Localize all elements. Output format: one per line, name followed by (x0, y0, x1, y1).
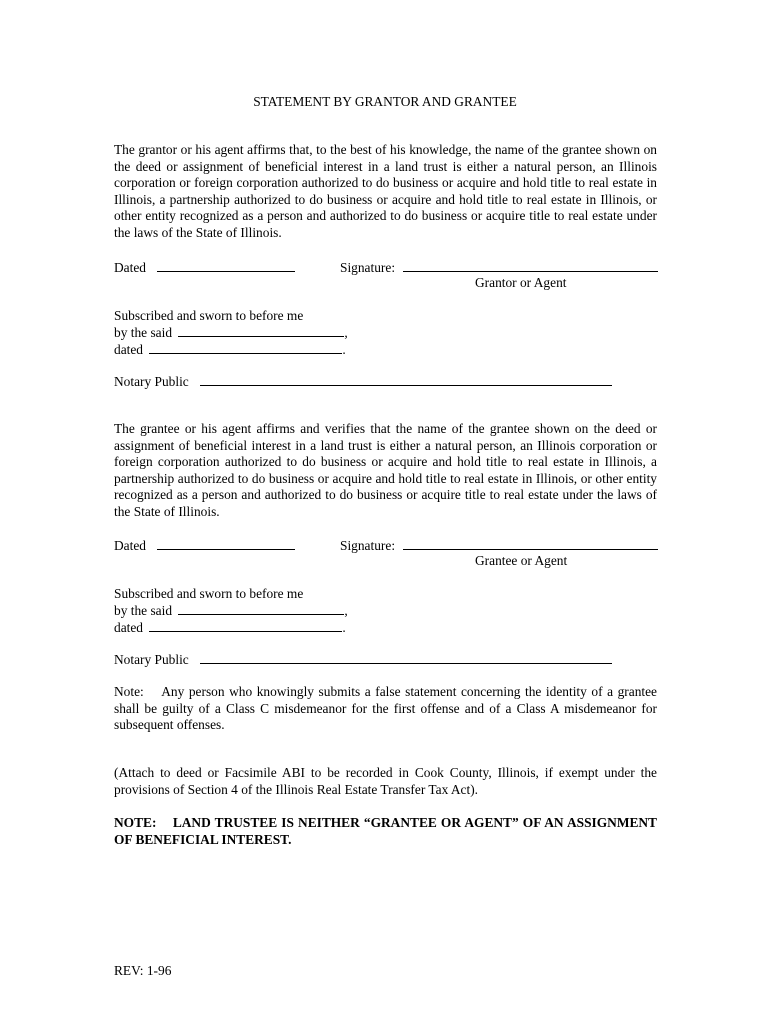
grantee-by-the-said-blank[interactable] (178, 602, 344, 615)
grantor-notary-row (114, 373, 612, 391)
grantor-dated-lower-row (114, 341, 346, 359)
grantor-by-the-said-blank[interactable] (178, 324, 344, 337)
attach-instruction: (Attach to deed or Facsimile ABI to be recorded in Cook County, Illinois, if exempt under the provisions of Section 4 of the Illinois Real Estate Transfer Tax Act). (114, 765, 657, 797)
document-title: STATEMENT BY GRANTOR AND GRANTEE (253, 94, 517, 109)
grantor-by-the-said-label: by the said (114, 325, 173, 340)
grantee-notary-blank[interactable] (200, 651, 612, 664)
grantee-by-the-said-label: by the said (114, 603, 173, 618)
grantee-signature-row (340, 537, 658, 555)
grantee-affirmation-paragraph: The grantee or his agent affirms and verifies that the name of the grantee shown on the deed or assignment of beneficial interest in a land trust is either a natural person, an Illinois corporation or foreign corporation authorized to do business or acquire and hold title to real estate in Illinois, a partnership authorized to do business or acquire and hold title to real estate in Illinois, or other entity recognized as a person and authorized to do business or acquire title to real estate under the laws of the State of Illinois. (114, 421, 657, 519)
grantor-by-the-said-comma: , (344, 325, 348, 340)
grantee-signature-blank[interactable] (403, 537, 658, 550)
grantor-affirmation-paragraph: The grantor or his agent affirms that, to the best of his knowledge, the name of the grantee shown on the deed or assignment of beneficial interest in a land trust is either a natural person, an Illinois corporation or foreign corporation authorized to do business or acquire and hold title to real estate in Illinois, a partnership authorized to do business or acquire and hold title to real estate in Illinois, or other entity recognized as a person and authorized to do business or acquire title to real estate under the laws of the State of Illinois. (114, 142, 657, 240)
grantee-dated-row (114, 537, 295, 555)
grantor-dated-blank[interactable] (157, 259, 295, 272)
grantee-dated-lower-blank[interactable] (149, 619, 342, 632)
grantee-dated-lower-label: dated (114, 620, 143, 635)
grantor-signature-caption: Grantor or Agent (475, 275, 567, 290)
land-trustee-note: NOTE: LAND TRUSTEE IS NEITHER “GRANTEE OR AGENT” OF AN ASSIGNMENT OF BENEFICIAL INTEREST. (114, 815, 661, 847)
grantor-signature-row (340, 259, 658, 277)
grantee-notary-label: Notary Public (114, 652, 189, 667)
grantor-dated-row (114, 259, 295, 277)
penalty-note: Note: Any person who knowingly submits a false statement concerning the identity of a grantee shall be guilty of a Class C misdemeanor for the first offense and of a Class A misdemeanor for subsequent offenses. (114, 684, 661, 732)
grantor-dated-lower-blank[interactable] (149, 341, 342, 354)
grantee-by-the-said-row (114, 602, 348, 620)
grantee-dated-blank[interactable] (157, 537, 295, 550)
grantor-dated-lower-period: . (342, 342, 346, 357)
grantee-dated-label: Dated (114, 538, 146, 553)
grantee-dated-lower-period: . (342, 620, 346, 635)
grantor-dated-lower-label: dated (114, 342, 143, 357)
grantee-signature-label: Signature: (340, 538, 396, 553)
grantor-signature-blank[interactable] (403, 259, 658, 272)
grantor-dated-label: Dated (114, 260, 146, 275)
grantor-notary-blank[interactable] (200, 373, 612, 386)
grantor-subscribed-label: Subscribed and sworn to before me (114, 308, 304, 323)
grantee-signature-caption: Grantee or Agent (475, 553, 568, 568)
grantee-dated-lower-row (114, 619, 346, 637)
grantor-signature-label: Signature: (340, 260, 396, 275)
revision-label: REV: 1-96 (114, 963, 172, 978)
grantee-notary-row (114, 651, 612, 669)
grantor-by-the-said-row (114, 324, 348, 342)
grantee-subscribed-label: Subscribed and sworn to before me (114, 586, 304, 601)
grantee-by-the-said-comma: , (344, 603, 348, 618)
grantor-notary-label: Notary Public (114, 374, 189, 389)
